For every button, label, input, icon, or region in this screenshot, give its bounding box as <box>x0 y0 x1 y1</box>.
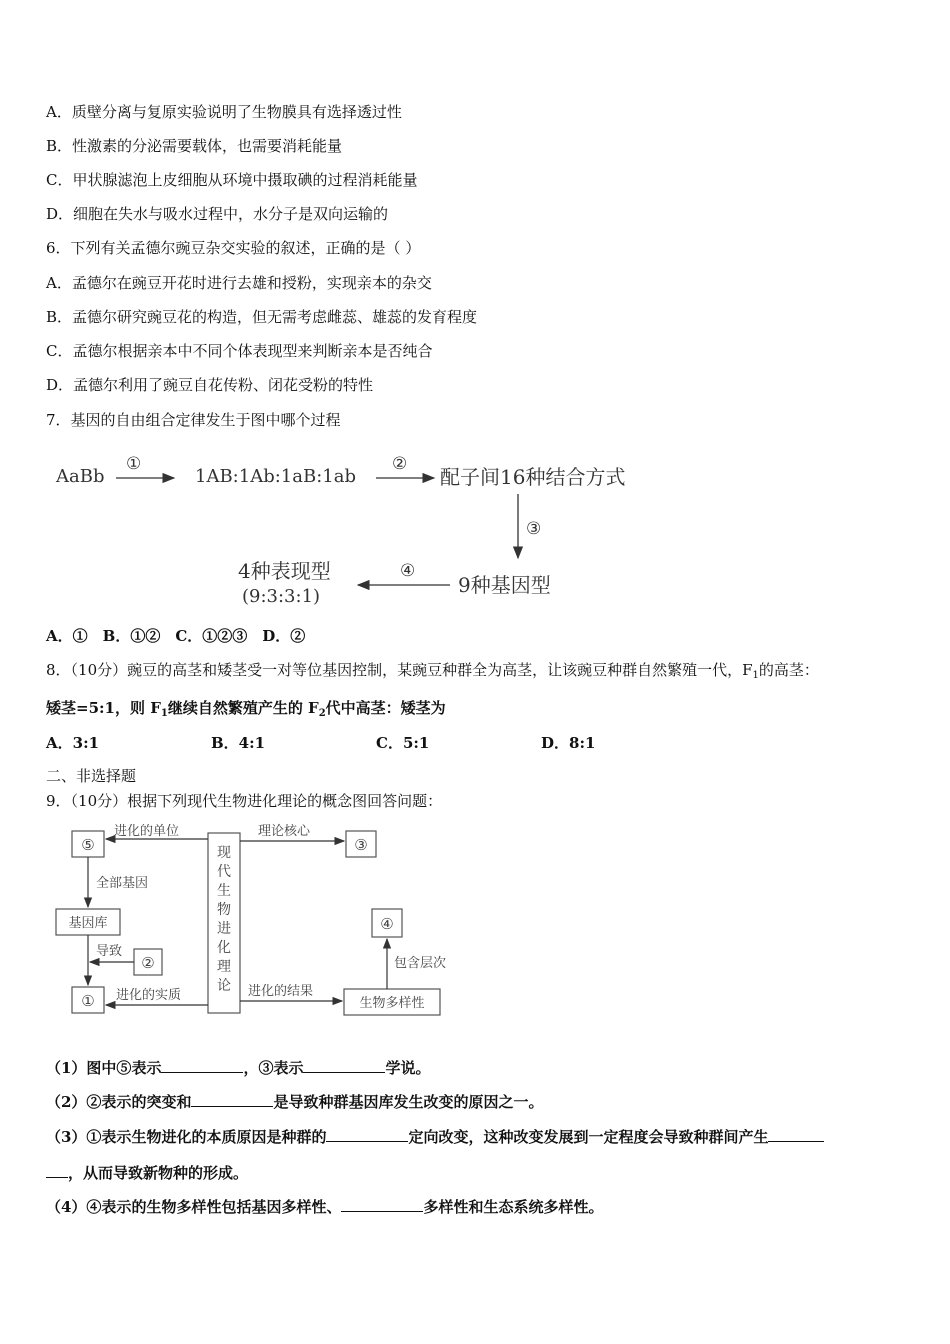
q9-sub-3: （3）①表示生物进化的本质原因是种群的 定向改变，这种改变发展到一定程度会导致种群间产生 <box>46 1127 824 1147</box>
q5-option-d: D．细胞在失水与吸水过程中，水分子是双向运输的 <box>46 205 389 223</box>
q7-step-3-label: ③ <box>526 519 542 539</box>
box-1-label: ① <box>81 992 95 1010</box>
q9-sub-3-cont: ，从而导致新物种的形成。 <box>46 1163 248 1183</box>
q7-genetics-diagram <box>50 448 660 616</box>
section-heading: 二、非选择题 <box>46 767 137 785</box>
label-all-genes: 全部基因 <box>96 876 149 891</box>
box-3-label: ③ <box>354 836 368 854</box>
label-levels: 包含层次 <box>394 956 447 971</box>
center-char: 化 <box>217 940 231 956</box>
q9-concept-map <box>50 815 470 1025</box>
q8-stem-line-2: 矮茎=5:1，则 $F_1$继续自然繁殖产生的 $F_2$代中高茎：矮茎为 <box>46 699 446 719</box>
q7-phenotypes: 4种表现型 <box>238 559 331 583</box>
q7-step-4-label: ④ <box>400 561 416 581</box>
q7-genotypes: 9种基因型 <box>458 573 551 597</box>
q7-step-1-label: ① <box>126 454 142 474</box>
center-char: 生 <box>217 883 231 899</box>
center-char: 物 <box>217 902 231 918</box>
answer-blank[interactable] <box>191 1092 273 1107</box>
q5-option-c: C．甲状腺滤泡上皮细胞从环境中摄取碘的过程消耗能量 <box>46 171 418 189</box>
q6-option-b: B．孟德尔研究豌豆花的构造，但无需考虑雌蕊、雄蕊的发育程度 <box>46 308 478 326</box>
q9-stem: 9．（10分）根据下列现代生物进化理论的概念图回答问题： <box>46 792 443 810</box>
answer-blank[interactable] <box>161 1058 243 1073</box>
q9-sub-2: （2）②表示的突变和 是导致种群基因库发生改变的原因之一。 <box>46 1093 544 1111</box>
q5-option-b: B．性激素的分泌需要载体，也需要消耗能量 <box>46 137 343 155</box>
q7-stem: 7．基因的自由组合定律发生于图中哪个过程 <box>46 411 341 429</box>
q6-option-d: D．孟德尔利用了豌豆自花传粉、闭花受粉的特性 <box>46 376 374 394</box>
gene-pool-label: 基因库 <box>68 916 108 931</box>
q8-option-c: C．5:1 <box>376 734 430 752</box>
label-cause: 导致 <box>96 944 123 959</box>
label-evolution-result: 进化的结果 <box>248 984 314 999</box>
q6-stem: 6．下列有关孟德尔豌豆杂交实验的叙述，正确的是（ ） <box>46 239 421 257</box>
q7-ratio: (9:3:3:1) <box>242 586 321 607</box>
q9-sub-1: （1）图中⑤表示 ，③表示 学说。 <box>46 1059 431 1077</box>
biodiversity-label: 生物多样性 <box>359 996 425 1011</box>
q7-start-genotype: AaBb <box>56 466 105 487</box>
box-5-label: ⑤ <box>81 836 95 854</box>
q7-step-2-label: ② <box>392 454 408 474</box>
answer-blank[interactable] <box>768 1127 824 1142</box>
center-char: 论 <box>217 978 231 994</box>
q5-option-a: A．质壁分离与复原实验说明了生物膜具有选择透过性 <box>46 103 402 121</box>
center-char: 理 <box>217 959 231 975</box>
center-char: 进 <box>217 921 231 937</box>
label-evolution-unit: 进化的单位 <box>114 824 180 839</box>
box-4-label: ④ <box>380 915 394 933</box>
label-evolution-essence: 进化的实质 <box>116 988 182 1003</box>
q9-sub-4: （4）④表示的生物多样性包括基因多样性、 多样性和生态系统多样性。 <box>46 1198 604 1216</box>
answer-blank[interactable] <box>303 1058 385 1073</box>
q8-option-a: A．3:1 <box>46 734 100 752</box>
q6-option-c: C．孟德尔根据亲本中不同个体表现型来判断亲本是否纯合 <box>46 342 433 360</box>
center-char: 代 <box>217 864 231 880</box>
q8-stem-line-1: 8．（10分）豌豆的高茎和矮茎受一对等位基因控制，某豌豆种群全为高茎，让该豌豆种群自然繁殖一代，$F_1$的高茎： <box>46 661 819 681</box>
q7-gametes: 1AB:1Ab:1aB:1ab <box>195 466 356 487</box>
center-char: 现 <box>217 845 231 861</box>
answer-blank[interactable] <box>341 1197 423 1212</box>
q7-combinations: 配子间16种结合方式 <box>440 465 626 489</box>
q7-options: A．① B．①② C．①②③ D．② <box>46 627 306 645</box>
answer-blank[interactable] <box>326 1127 408 1142</box>
q8-option-d: D．8:1 <box>541 734 596 752</box>
box-2-label: ② <box>141 954 155 972</box>
label-theory-core: 理论核心 <box>258 824 311 839</box>
answer-blank[interactable] <box>46 1163 68 1178</box>
q6-option-a: A．孟德尔在豌豆开花时进行去雄和授粉，实现亲本的杂交 <box>46 274 432 292</box>
q8-option-b: B．4:1 <box>211 734 266 752</box>
